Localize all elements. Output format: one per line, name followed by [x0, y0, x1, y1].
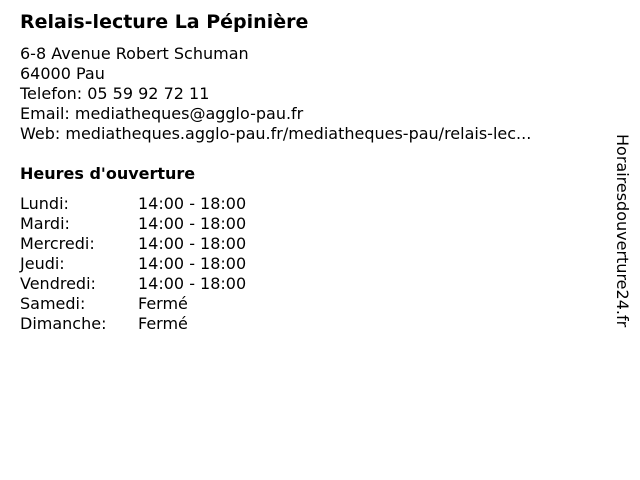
time-value: Fermé [138, 294, 188, 313]
time-value: 14:00 - 18:00 [138, 234, 247, 253]
day-label: Lundi: [20, 194, 69, 213]
site-watermark: Horairesdouverture24.fr [613, 134, 632, 328]
day-label: Samedi: [20, 294, 86, 313]
hours-row-wednesday [20, 234, 246, 254]
opening-hours-table [20, 194, 246, 334]
city: 64000 Pau [20, 64, 105, 83]
hours-row-monday [20, 194, 246, 214]
hours-row-tuesday [20, 214, 246, 234]
time-value: 14:00 - 18:00 [138, 214, 247, 233]
email: Email: mediatheques@agglo-pau.fr [20, 104, 304, 123]
hours-row-sunday [20, 314, 246, 334]
time-value: 14:00 - 18:00 [138, 274, 247, 293]
time-value: 14:00 - 18:00 [138, 194, 247, 213]
time-value: 14:00 - 18:00 [138, 254, 247, 273]
hours-row-friday [20, 274, 246, 294]
day-label: Mercredi: [20, 234, 95, 253]
website: Web: mediatheques.agglo-pau.fr/mediatheques-pau/relais-lec... [20, 124, 532, 143]
day-label: Mardi: [20, 214, 70, 233]
page-title: Relais-lecture La Pépinière [20, 11, 309, 33]
hours-heading: Heures d'ouverture [20, 164, 196, 183]
street-address: 6-8 Avenue Robert Schuman [20, 44, 249, 63]
day-label: Dimanche: [20, 314, 107, 333]
time-value: Fermé [138, 314, 188, 333]
day-label: Jeudi: [20, 254, 65, 273]
day-label: Vendredi: [20, 274, 96, 293]
address-block [20, 44, 531, 144]
hours-row-thursday [20, 254, 246, 274]
hours-row-saturday [20, 294, 246, 314]
phone: Telefon: 05 59 92 72 11 [20, 84, 210, 103]
